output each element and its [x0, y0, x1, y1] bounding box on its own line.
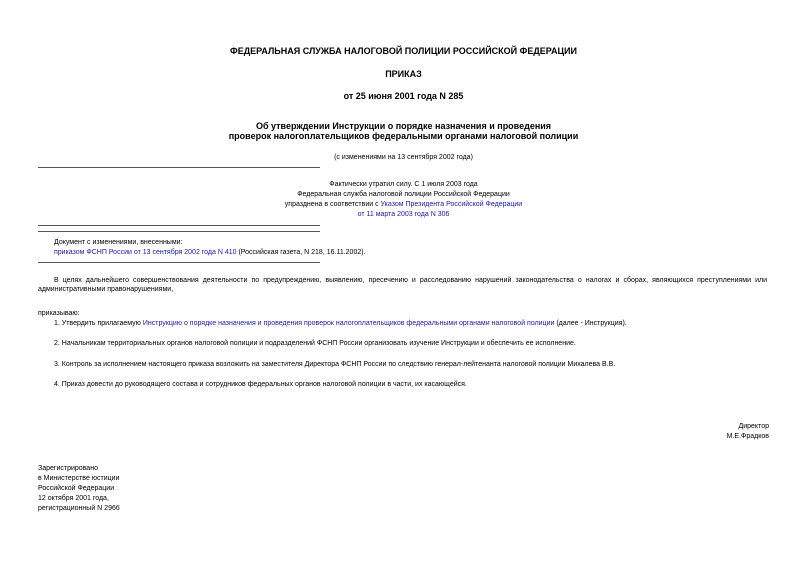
order-item-3: 3. Контроль за исполнением настоящего приказа возложить на заместителя Директора ФСНП России по следствию генерал-лейтенанта налоговой полиции Михалева В.В. [54, 361, 616, 368]
divider [38, 231, 320, 232]
changes-label: Документ с изменениями, внесенными: [54, 239, 183, 246]
changes-reference [54, 248, 366, 257]
registration-line-3: Российской Федерации [38, 485, 115, 492]
document-date-number: от 25 июня 2001 года N 285 [343, 91, 464, 101]
preamble-paragraph: В целях дальнейшего совершенствования деятельности по предупреждению, выявлению, пресечению и расследованию нарушений законодательства о налогах и сборах, являющихся преступлениями или административными правонарушениями, [38, 277, 767, 293]
presidential-decree-date-link[interactable]: от 11 марта 2003 года N 306 [357, 211, 450, 218]
validity-notice-prefix: упразднена в соответствии с [284, 201, 381, 208]
changes-suffix: (Российская газета, N 218, 16.11.2002). [236, 249, 366, 256]
document-type: ПРИКАЗ [385, 69, 422, 79]
presidential-decree-link[interactable]: Указом Президента Российской Федерации [380, 201, 523, 208]
amendment-note: (с изменениями на 13 сентября 2002 года) [334, 154, 473, 161]
instruction-link[interactable]: Инструкцию о порядке назначения и проведения проверок налогоплательщиков федеральными органами налоговой полиции [142, 320, 555, 327]
order-item-1 [54, 319, 627, 328]
validity-notice-line-2: Федеральная служба налоговой полиции Российской Федерации [297, 191, 510, 198]
document-title-line-1: Об утверждении Инструкции о порядке назначения и проведения [255, 121, 552, 131]
validity-notice-line-1: Фактически утратил силу. С 1 июля 2003 года [329, 181, 478, 188]
order-word: приказываю: [38, 310, 80, 317]
divider [38, 167, 320, 168]
order-item-4: 4. Приказ довести до руководящего состава и сотрудников федеральных органов налоговой полиции в части, их касающейся. [54, 381, 467, 388]
validity-notice-line-3 [0, 200, 807, 209]
signatory-name: М.Е.Фрадков [726, 433, 769, 440]
divider [38, 225, 320, 226]
order-item-1-suffix: (далее - Инструкция). [554, 320, 627, 327]
validity-notice-line-4 [0, 210, 807, 219]
order-item-1-prefix: 1. Утвердить прилагаемую [54, 320, 143, 327]
registration-line-4: 12 октября 2001 года, [38, 495, 109, 502]
registration-line-5: регистрационный N 2966 [38, 505, 120, 512]
document-title-line-2: проверок налогоплательщиков федеральными органами налоговой полиции [228, 131, 579, 141]
registration-line-1: Зарегистрировано [38, 465, 98, 472]
signatory-position: Директор [738, 423, 769, 430]
amending-order-link[interactable]: приказом ФСНП России от 13 сентября 2002 года N 410 [54, 249, 237, 256]
divider [38, 262, 320, 263]
agency-title: ФЕДЕРАЛЬНАЯ СЛУЖБА НАЛОГОВОЙ ПОЛИЦИИ РОССИЙСКОЙ ФЕДЕРАЦИИ [230, 46, 577, 56]
registration-line-2: в Министерстве юстиции [38, 475, 120, 482]
order-item-2: 2. Начальникам территориальных органов налоговой полиции и подразделений ФСНП России организовать изучение Инструкции и обеспечить ее исполнение. [54, 340, 576, 347]
